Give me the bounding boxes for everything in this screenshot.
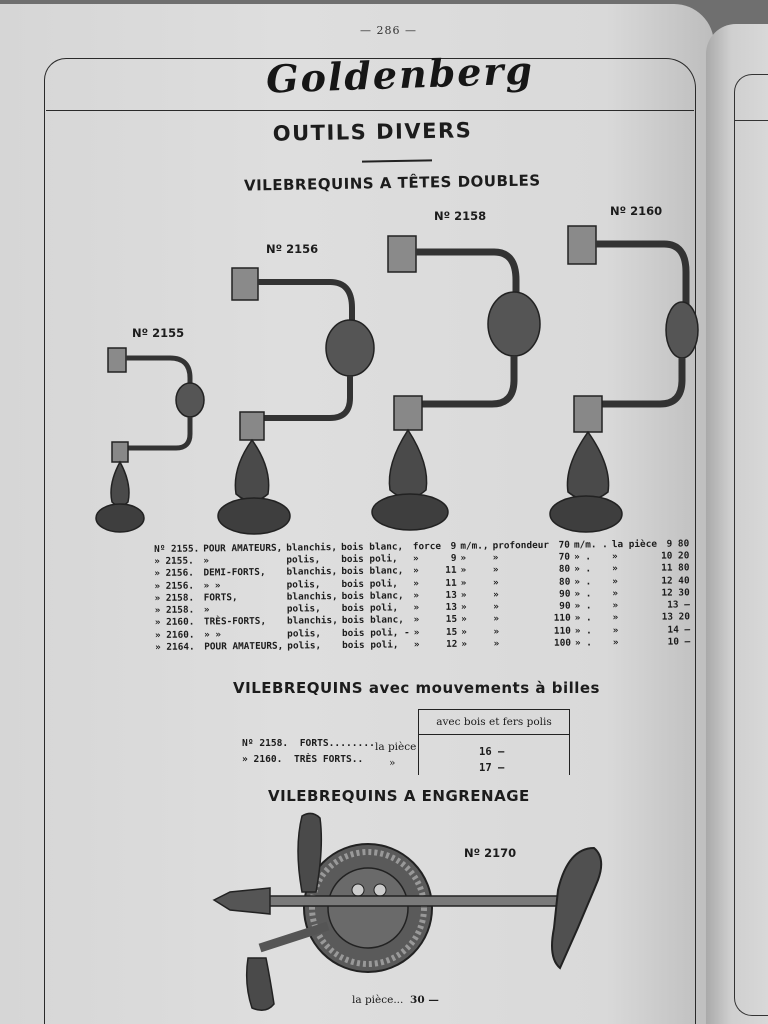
piece-ditto: » (389, 757, 396, 769)
right-page-edge (706, 24, 768, 1024)
ball-bearing-price-box (418, 709, 570, 775)
brace-drill-icon (92, 344, 212, 539)
row-depth-unit: » . (574, 637, 592, 649)
row-depth-label: » (492, 576, 499, 588)
row-unit: » (461, 638, 468, 650)
row-depth-unit: » . (574, 612, 592, 624)
row-wood: bois poli, (341, 553, 398, 565)
row-force-label: » (413, 590, 420, 602)
row-force-label: » (412, 553, 419, 565)
ball-row-no: » 2160. (242, 754, 283, 765)
brace-drill-icon (214, 262, 379, 540)
row-depth-unit: » . (574, 551, 592, 563)
row-unit: » (461, 626, 467, 638)
row-piece: » (611, 551, 618, 563)
footer-price-value: 30 — (410, 994, 439, 1006)
section-heading-engrenage: VILEBREQUINS A ENGRENAGE (268, 787, 530, 805)
product-label-2160: Nº 2160 (610, 204, 663, 218)
row-force-label: » (413, 639, 420, 651)
row-finish: polis, (286, 603, 321, 615)
row-price: 9 80 (666, 538, 690, 550)
row-number: » 2155. (154, 555, 194, 567)
row-depth-label: » (493, 626, 500, 638)
footer-price-label: la pièce... (352, 994, 404, 1006)
row-type: » (203, 604, 210, 616)
product-label-2155: Nº 2155 (132, 326, 185, 340)
row-wood: bois blanc, (340, 541, 404, 553)
row-depth-unit: » . (574, 588, 592, 600)
row-unit: » (460, 552, 467, 564)
row-piece: la pièce (611, 538, 658, 550)
row-piece: » (612, 600, 619, 612)
row-depth-label: » (492, 552, 499, 564)
row-type: POUR AMATEURS, (204, 640, 284, 653)
row-number: Nº 2155. (154, 543, 200, 555)
row-force: 13 (445, 601, 458, 614)
row-depth-label: » (493, 638, 500, 650)
row-finish: polis, (286, 554, 321, 566)
row-price: 13 — (667, 599, 690, 611)
row-unit: » (460, 601, 467, 613)
row-depth: 70 (558, 539, 570, 551)
row-depth-label: profondeur (492, 539, 550, 552)
row-wood: bois poli, (341, 602, 399, 615)
right-page-rule (734, 120, 768, 121)
hand-drill-icon (208, 808, 608, 1013)
row-force: 15 (445, 626, 458, 638)
row-number: » 2158. (154, 592, 195, 604)
row-piece: » (612, 624, 619, 636)
row-piece: » (612, 563, 618, 575)
row-wood: bois poli, - (341, 627, 410, 639)
row-price: 14 — (667, 624, 691, 636)
row-number: » 2156. (154, 567, 194, 580)
column-header-rule (419, 734, 569, 735)
brand-logo: Goldenberg (265, 47, 535, 102)
row-depth: 80 (558, 576, 571, 588)
ball-row-2158 (242, 738, 375, 749)
row-depth-unit: » . (574, 563, 592, 575)
row-wood: bois blanc, (341, 614, 404, 627)
row-depth-unit: » . (574, 625, 592, 637)
row-depth-label: » (493, 589, 499, 601)
row-finish: blanchis, (286, 541, 338, 554)
row-number: » 2156. (154, 580, 195, 592)
row-price: 10 20 (661, 550, 690, 562)
row-depth: 110 (553, 613, 571, 625)
row-depth: 90 (559, 588, 571, 600)
row-piece: » (612, 575, 618, 587)
row-type: » (203, 555, 210, 567)
spec-table-tetes-doubles (152, 537, 692, 653)
row-wood: bois blanc, (341, 590, 404, 602)
row-depth: 70 (558, 551, 571, 563)
row-finish: polis, (287, 627, 322, 640)
row-finish: polis, (287, 640, 322, 652)
row-price: 12 30 (661, 587, 690, 599)
footer-price (352, 994, 439, 1006)
row-force: 13 (445, 589, 457, 601)
row-piece: » (612, 612, 619, 624)
row-price: 10 — (667, 636, 691, 648)
row-number: » 2158. (154, 604, 195, 617)
row-price: 13 20 (661, 611, 691, 624)
brace-drill-icon (370, 228, 545, 536)
row-force-label: » (412, 565, 419, 577)
row-type: » » (204, 629, 222, 641)
row-finish: polis, (286, 578, 321, 591)
row-depth: 100 (553, 637, 572, 649)
header-rule (46, 110, 694, 111)
price-2160: 17 — (479, 762, 505, 774)
row-wood: bois blanc, (341, 565, 404, 578)
product-label-2156: Nº 2156 (266, 242, 319, 256)
row-price: 11 80 (661, 562, 690, 574)
row-depth-label: » (492, 564, 499, 576)
row-depth: 90 (559, 600, 571, 612)
row-wood: bois poli, (341, 577, 398, 590)
brace-drill-icon (544, 222, 704, 536)
row-depth-label: » (493, 601, 499, 613)
page-number: — 286 — (360, 24, 417, 37)
row-wood: bois poli, (342, 639, 399, 652)
ball-row-type: FORTS........ (299, 738, 375, 749)
row-force-label: » (413, 626, 420, 638)
row-unit: » (461, 614, 467, 626)
price-2158: 16 — (479, 746, 505, 758)
row-unit: » (460, 577, 467, 589)
row-force-label: force (412, 540, 442, 552)
row-finish: blanchis, (286, 615, 338, 628)
row-type: DEMI-FORTS, (203, 567, 266, 579)
section-heading-tetes-doubles: VILEBREQUINS A TÊTES DOUBLES (243, 171, 541, 195)
row-depth-unit: m/m. . (573, 538, 608, 551)
row-depth: 80 (558, 563, 571, 575)
row-force: 15 (445, 614, 458, 626)
row-depth-label: » (493, 613, 500, 625)
row-unit: » (460, 589, 467, 601)
row-depth-unit: » . (574, 575, 592, 588)
row-number: » 2164. (155, 641, 195, 653)
ball-row-no: Nº 2158. (242, 738, 289, 749)
column-header: avec bois et fers polis (436, 716, 552, 728)
row-unit: m/m., (460, 540, 489, 552)
row-force-label: » (413, 577, 419, 589)
row-type: » » (203, 579, 221, 591)
row-number: » 2160. (154, 616, 195, 629)
row-finish: blanchis, (286, 566, 338, 578)
row-depth: 110 (553, 625, 571, 637)
product-label-2170: Nº 2170 (464, 846, 517, 860)
row-unit: » (460, 564, 467, 577)
row-force: 9 (450, 552, 457, 564)
right-page-frame (734, 74, 768, 1016)
piece-label: la pièce (375, 741, 417, 753)
row-force: 9 (450, 540, 457, 552)
page-title: OUTILS DIVERS (272, 118, 473, 146)
product-label-2158: Nº 2158 (434, 209, 487, 223)
row-force-label: » (413, 602, 420, 614)
section-heading-billes: VILEBREQUINS avec mouvements à billes (233, 679, 600, 697)
row-number: » 2160. (154, 629, 195, 641)
row-price: 12 40 (661, 574, 690, 587)
row-force: 12 (445, 638, 458, 650)
row-depth-unit: » . (574, 600, 592, 612)
row-piece: » (612, 637, 619, 649)
row-force-label: » (413, 614, 420, 626)
row-type: POUR AMATEURS, (203, 542, 283, 555)
ball-row-type: TRÈS FORTS.. (294, 754, 364, 765)
row-force: 11 (445, 577, 457, 589)
row-piece: » (612, 587, 619, 600)
row-finish: blanchis, (286, 590, 338, 603)
row-force: 11 (445, 565, 457, 577)
ball-row-2160 (242, 754, 363, 765)
row-type: TRÈS-FORTS, (203, 616, 267, 628)
row-type: FORTS, (203, 591, 238, 604)
